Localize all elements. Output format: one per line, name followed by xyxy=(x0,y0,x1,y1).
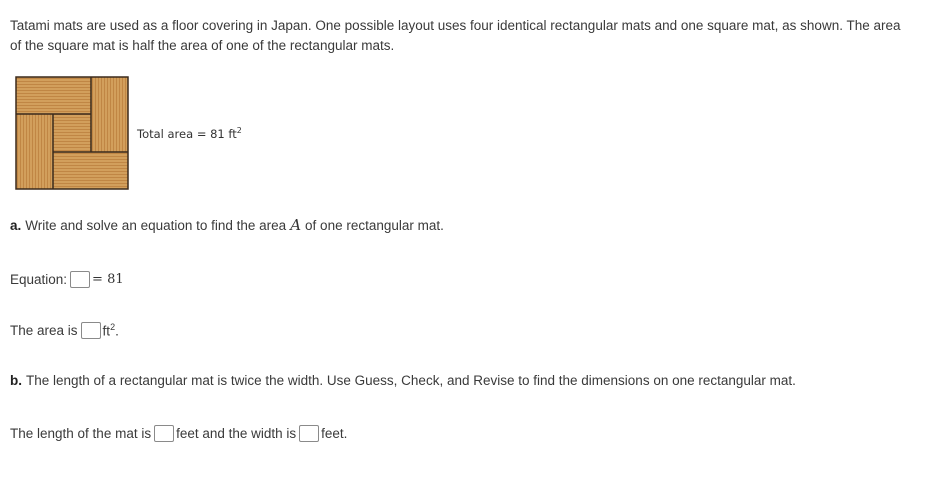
feet-label: feet. xyxy=(321,426,348,441)
width-label: feet and the width is xyxy=(176,426,297,441)
tatami-layout-figure xyxy=(15,76,129,190)
total-area-label: Total area = 81 $ft^2$ xyxy=(137,126,242,141)
area-row xyxy=(10,322,119,339)
equation-input[interactable] xyxy=(70,271,90,288)
problem-intro: Tatami mats are used as a floor covering in Japan. One possible layout uses four identical rectangular mats and one square mat, as shown. The area of the square mat is half the area of one of the rectangular mats. xyxy=(10,18,901,53)
dimensions-row xyxy=(10,425,347,442)
part-a-label: a. xyxy=(10,217,22,233)
tatami-mats-diagram xyxy=(15,76,129,190)
area-variable: A xyxy=(290,216,302,234)
part-a-prompt: a. Write and solve an equation to find the area A of one rectangular mat. xyxy=(10,216,444,234)
mat-center-square xyxy=(53,114,91,152)
area-label: The area is xyxy=(10,323,78,338)
length-input[interactable] xyxy=(154,425,174,442)
width-input[interactable] xyxy=(299,425,319,442)
mat-right xyxy=(91,77,128,152)
equation-rhs: = 81 xyxy=(92,272,124,287)
part-b-prompt: b. The length of a rectangular mat is twice the width. Use Guess, Check, and Revise to find the dimensions on one rectangular mat. xyxy=(10,373,796,388)
equation-label: Equation: xyxy=(10,272,68,287)
mat-left xyxy=(16,114,53,189)
mat-bottom xyxy=(53,152,128,189)
area-input[interactable] xyxy=(81,322,101,339)
equation-row xyxy=(10,271,124,288)
area-unit: $ft^2$. xyxy=(102,322,119,339)
mat-top xyxy=(16,77,91,114)
part-b-label: b. xyxy=(10,373,22,388)
length-label: The length of the mat is xyxy=(10,426,152,441)
